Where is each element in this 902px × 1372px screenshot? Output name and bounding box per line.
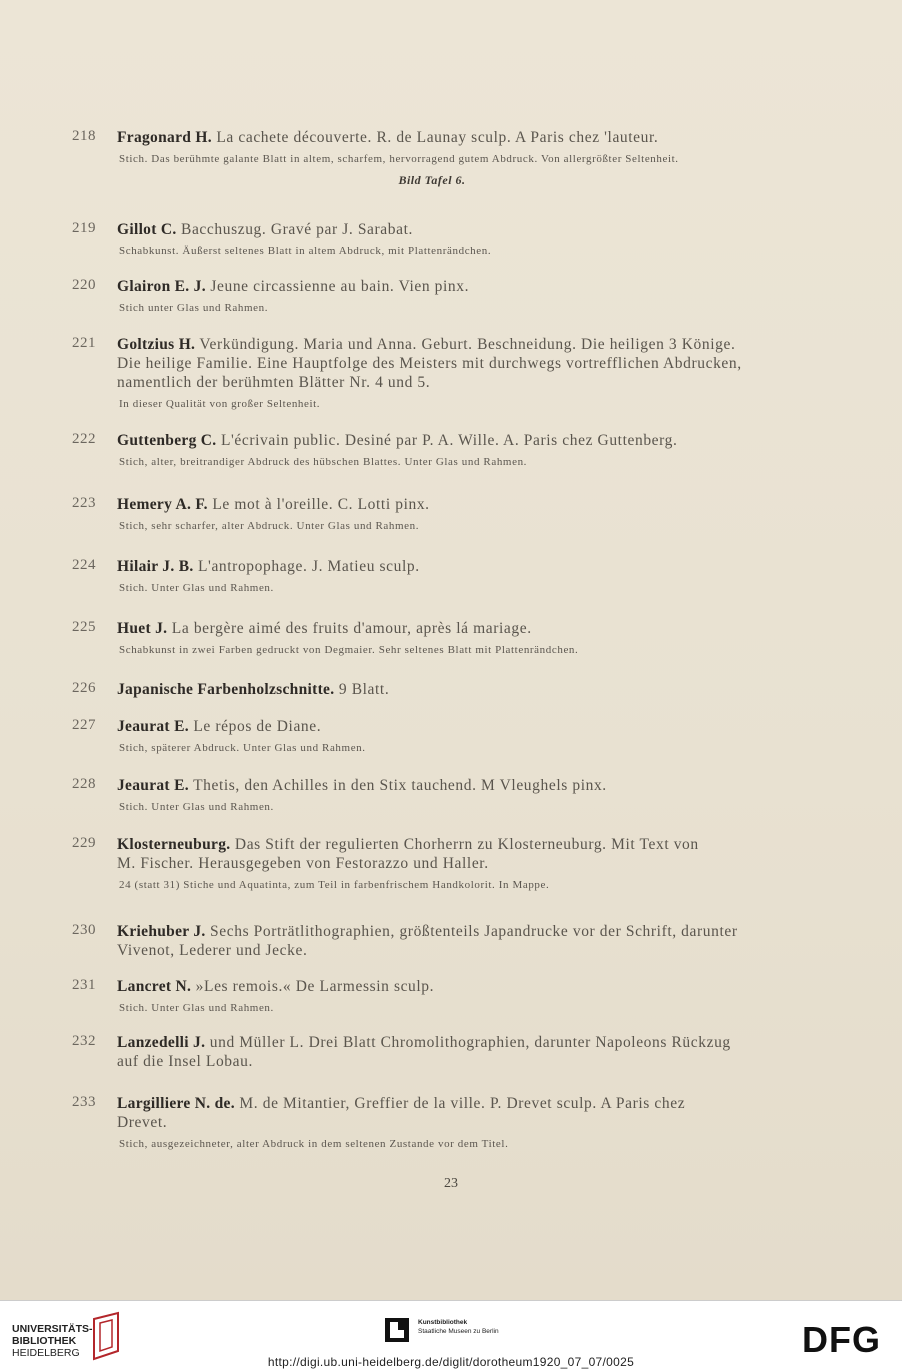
entry-218 [72,128,792,188]
entry-note: Stich unter Glas und Rahmen. [119,302,269,314]
entry-name: Glairon E. J. [117,278,206,295]
kunstbibliothek-label: Kunstbibliothek Staatliche Museen zu Berlin [418,1319,499,1335]
entry-note: Stich, späterer Abdruck. Unter Glas und Rahmen. [119,742,366,754]
entry-title: Verkündigung. Maria und Anna. Geburt. Beschneidung. Die heiligen 3 Könige. [195,336,736,353]
entry-name: Lancret N. [117,978,192,995]
ub-heidelberg-emblem-icon [88,1311,124,1361]
entry-233 [72,1094,792,1150]
entry-name: Goltzius H. [117,336,196,353]
entry-title-cont: auf die Insel Lobau. [117,1053,253,1070]
entry-number: 226 [72,680,96,696]
entry-227 [72,717,792,754]
entry-note: Stich. Das berühmte galante Blatt in altem, scharfem, hervorragend gutem Abdruck. Von allergrößter Seltenheit. [119,153,679,165]
entry-name: Lanzedelli J. [117,1034,206,1051]
entry-number: 219 [72,220,96,236]
entry-note: Stich, alter, breitrandiger Abdruck des hübschen Blattes. Unter Glas und Rahmen. [119,456,528,468]
entry-229 [72,835,792,891]
entry-228 [72,776,792,813]
entry-number: 220 [72,277,96,293]
entry-note: Stich. Unter Glas und Rahmen. [119,1002,274,1014]
entry-note: In dieser Qualität von großer Seltenheit. [119,398,321,410]
entry-number: 231 [72,977,96,993]
entry-title: Das Stift der regulierten Chorherrn zu Klosterneuburg. Mit Text von [230,836,699,853]
entry-title: Le mot à l'oreille. C. Lotti pinx. [207,496,430,513]
entry-title: L'antropophage. J. Matieu sculp. [193,558,420,575]
entry-title: und Müller L. Drei Blatt Chromolithographien, darunter Napoleons Rückzug [205,1034,731,1051]
entry-name: Klosterneuburg. [117,836,231,853]
entry-title: Le répos de Diane. [188,718,322,735]
entry-number: 227 [72,717,96,733]
entry-title: »Les remois.« De Larmessin sculp. [191,978,435,995]
entry-223 [72,495,792,532]
entry-name: Gillot C. [117,221,177,238]
entry-name: Largilliere N. de. [117,1095,235,1112]
ub-heidelberg-logo[interactable] [12,1323,93,1359]
entry-title-cont: Die heilige Familie. Eine Hauptfolge des Meisters mit durchwegs vortrefflichen Abdrucken, [117,355,742,372]
entry-219 [72,220,792,257]
entry-note: Stich. Unter Glas und Rahmen. [119,801,274,813]
page-number: 23 [444,1176,458,1191]
entry-232 [72,1033,792,1071]
entry-name: Huet J. [117,620,168,637]
logo-line: BIBLIOTHEK [12,1335,77,1347]
entry-number: 218 [72,128,96,144]
entry-title: La cachete découverte. R. de Launay sculp. A Paris chez 'lauteur. [211,129,659,146]
entry-note: Stich, ausgezeichneter, alter Abdruck in dem seltenen Zustande vor dem Titel. [119,1138,509,1150]
entry-number: 222 [72,431,96,447]
entry-note: Stich, sehr scharfer, alter Abdruck. Unter Glas und Rahmen. [119,520,420,532]
entry-number: 228 [72,776,96,792]
entry-name: Hemery A. F. [117,496,208,513]
entry-note: 24 (statt 31) Stiche und Aquatinta, zum Teil in farbenfrischem Handkolorit. In Mappe. [119,879,550,891]
entry-title: Bacchuszug. Gravé par J. Sarabat. [176,221,413,238]
logo-line: HEIDELBERG [12,1347,80,1359]
entry-title: La bergère aimé des fruits d'amour, après lá mariage. [167,620,532,637]
entry-number: 225 [72,619,96,635]
entry-name: Jeaurat E. [117,718,189,735]
entry-number: 223 [72,495,96,511]
entry-number: 230 [72,922,96,938]
entry-note: Schabkunst. Äußerst seltenes Blatt in altem Abdruck, mit Plattenrändchen. [119,245,492,257]
entry-title-cont: Drevet. [117,1114,168,1131]
entry-number: 221 [72,335,96,351]
entry-title: Sechs Porträtlithographien, größtenteils Japandrucke vor der Schrift, darunter [205,923,738,940]
entry-number: 233 [72,1094,96,1110]
entry-224 [72,557,792,594]
entry-note: Schabkunst in zwei Farben gedruckt von Degmaier. Sehr seltenes Blatt mit Plattenrändchen. [119,644,579,656]
entry-name: Fragonard H. [117,129,212,146]
plate-reference: Bild Tafel 6. [398,173,466,187]
entry-number: 229 [72,835,96,851]
entry-name: Japanische Farbenholzschnitte. [117,681,335,698]
entry-number: 224 [72,557,96,573]
entry-title-cont: M. Fischer. Herausgegeben von Festorazzo und Haller. [117,855,489,872]
entry-231 [72,977,792,1014]
entry-note: Stich. Unter Glas und Rahmen. [119,582,274,594]
entry-226 [72,680,792,699]
entry-title-cont: Vivenot, Lederer und Jecke. [117,942,308,959]
entry-225 [72,619,792,656]
entry-222 [72,431,792,468]
permalink-url[interactable]: http://digi.ub.uni-heidelberg.de/diglit/dorotheum1920_07_07/0025 [267,1355,635,1369]
entry-220 [72,277,792,314]
entry-name: Guttenberg C. [117,432,217,449]
kunstbibliothek-logo-icon[interactable] [384,1317,410,1343]
entry-title-cont: namentlich der berühmten Blätter Nr. 4 und 5. [117,374,431,391]
entry-title: Jeune circassienne au bain. Vien pinx. [205,278,470,295]
entry-title: Thetis, den Achilles in den Stix tauchend. M Vleughels pinx. [188,777,607,794]
entry-title: M. de Mitantier, Greffier de la ville. P. Drevet sculp. A Paris chez [234,1095,686,1112]
entry-230 [72,922,792,960]
viewer-footer [0,1300,902,1372]
entry-title: L'écrivain public. Desiné par P. A. Wille. A. Paris chez Guttenberg. [216,432,678,449]
entry-name: Jeaurat E. [117,777,189,794]
entry-name: Hilair J. B. [117,558,194,575]
entry-title: 9 Blatt. [334,681,390,698]
dfg-logo[interactable]: DFG [802,1319,881,1360]
logo-line: UNIVERSITÄTS- [12,1323,93,1335]
entry-name: Kriehuber J. [117,923,206,940]
entry-number: 232 [72,1033,96,1049]
entry-221 [72,335,792,410]
